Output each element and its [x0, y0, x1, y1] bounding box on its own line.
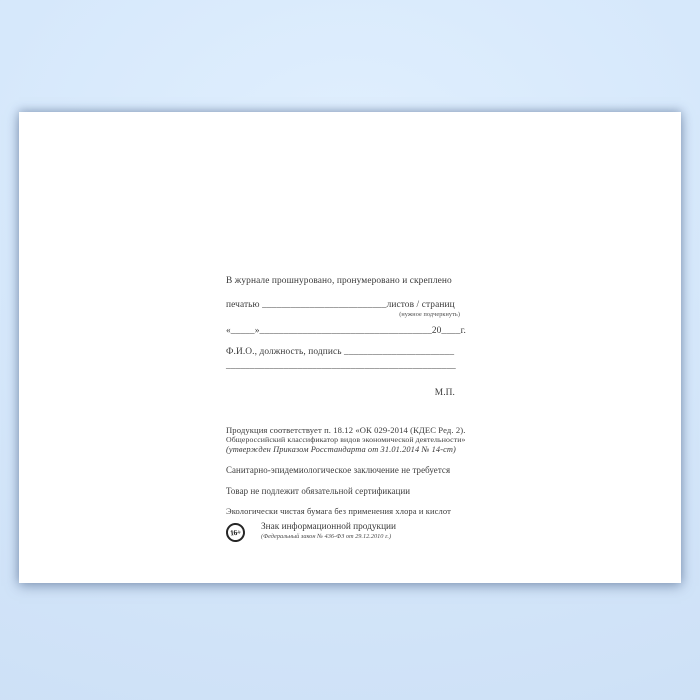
- age-16plus-icon: 16+: [225, 522, 246, 543]
- journal-back-page: [19, 112, 681, 583]
- binding-statement: В журнале прошнуровано, пронумеровано и скреплено: [226, 276, 452, 286]
- underline-note: (нужное подчеркнуть): [399, 311, 460, 318]
- fio-position-signature-line: Ф.И.О., должность, подпись _______________________: [226, 347, 455, 357]
- eco-paper-note: Экологически чистая бумага без применения хлора и кислот: [226, 506, 451, 516]
- seal-place-abbr: М.П.: [434, 388, 455, 398]
- age-mark-row: [226, 522, 396, 542]
- seal-sheets-line: печатью __________________________листов / страниц: [226, 300, 455, 310]
- signature-blank-line: ________________________________________________: [226, 361, 456, 371]
- sanitary-note: Санитарно-эпидемиологическое заключение не требуется: [226, 465, 451, 475]
- compliance-line-1: Продукция соответствует п. 18.12 «ОК 029-2014 (КДЕС Ред. 2).: [226, 425, 466, 435]
- age-mark-label: Знак информационной продукции: [261, 522, 396, 532]
- certification-note: Товар не подлежит обязательной сертификации: [226, 486, 411, 496]
- age-mark-law-note: (Федеральный закон № 436-ФЗ от 29.12.2010 г.): [261, 533, 392, 540]
- compliance-line-3: (утвержден Приказом Росстандарта от 31.01.2014 № 14-ст): [226, 445, 456, 454]
- date-blank-line: «_____»____________________________________20____г.: [226, 326, 466, 336]
- compliance-block: [226, 425, 472, 455]
- compliance-line-2: Общероссийский классификатор видов экономической деятельности»: [226, 435, 466, 444]
- age-mark-text: [261, 522, 396, 541]
